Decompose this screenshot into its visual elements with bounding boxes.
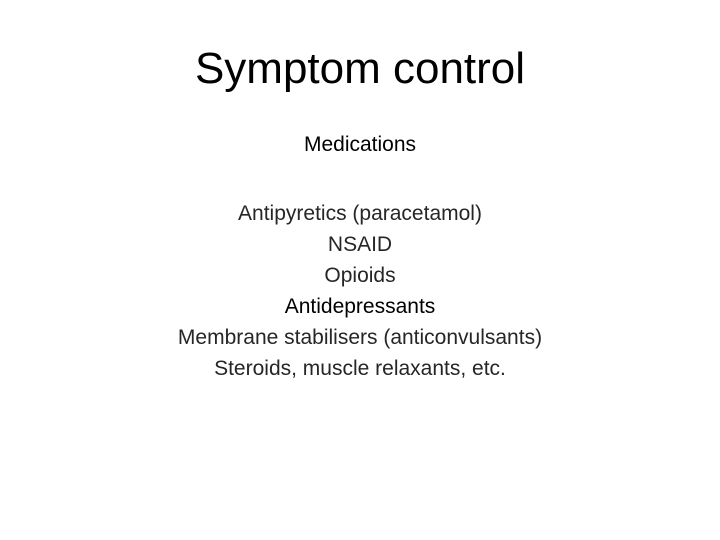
list-item-nsaid: NSAID: [327, 233, 393, 256]
slide-title: Symptom control: [194, 44, 526, 93]
slide-subtitle: Medications: [303, 133, 417, 156]
list-item-steroids: Steroids, muscle relaxants, etc.: [214, 357, 506, 380]
list-item-membrane-stabilisers: Membrane stabilisers (anticonvulsants): [177, 326, 543, 349]
list-item-antidepressants: Antidepressants: [284, 295, 436, 318]
list-item-antipyretics: Antipyretics (paracetamol): [238, 202, 482, 225]
medication-list: [0, 198, 720, 384]
list-item-opioids: Opioids: [324, 264, 396, 287]
